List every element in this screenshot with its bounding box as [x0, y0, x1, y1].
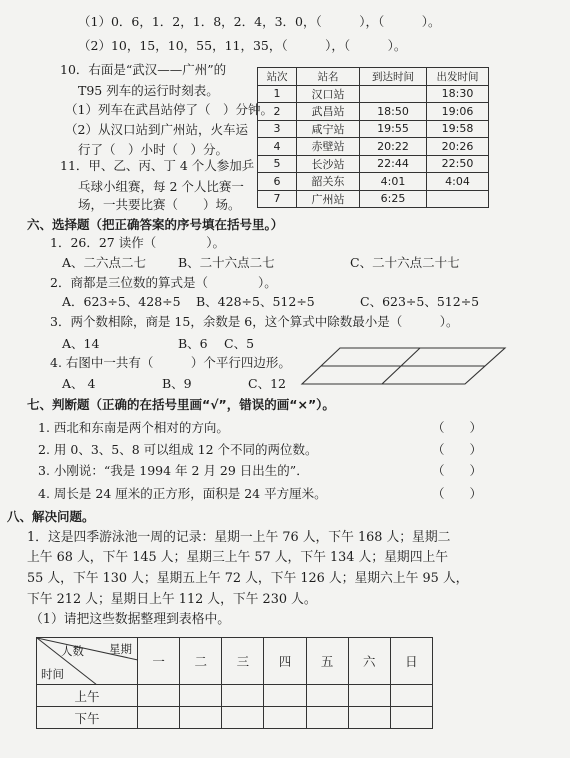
timetable-cell: 18:30 [427, 85, 489, 103]
s6-q4-option-b: B、9 [162, 376, 192, 391]
timetable-cell: 广州站 [297, 190, 360, 208]
record-input-cell[interactable] [138, 707, 180, 729]
record-input-cell[interactable] [138, 685, 180, 707]
timetable-cell: 韶关东 [297, 173, 360, 191]
q10-line1: 10．右面是“武汉——广州”的 [60, 62, 227, 77]
s6-q3-option-a: A、14 [62, 336, 100, 351]
timetable-cell: 18:50 [360, 103, 427, 121]
s7-q4-answer-paren[interactable]: （ ） [432, 486, 483, 501]
timetable-cell: 赤壁站 [297, 138, 360, 156]
sequence-question-2: （2）10，15，10，55，11，35，（ ），（ ）。 [78, 38, 407, 53]
record-day-header: 五 [306, 638, 348, 685]
timetable-cell: 长沙站 [297, 155, 360, 173]
s7-q1-answer-paren[interactable]: （ ） [432, 420, 483, 435]
record-row-morning [37, 685, 433, 707]
timetable-cell [427, 190, 489, 208]
record-day-header: 四 [264, 638, 306, 685]
timetable-row [258, 190, 489, 208]
corner-label-count: 人数 [61, 644, 84, 658]
timetable-cell: 4:04 [427, 173, 489, 191]
timetable-cell: 22:50 [427, 155, 489, 173]
s6-q2-option-b: B、428÷5、512÷5 [196, 294, 315, 309]
record-row-afternoon [37, 707, 433, 729]
timetable-header-cell: 站次 [258, 68, 297, 86]
record-input-cell[interactable] [264, 685, 306, 707]
s7-q2-answer-paren[interactable]: （ ） [432, 442, 483, 457]
record-day-header: 三 [222, 638, 264, 685]
timetable-cell: 19:58 [427, 120, 489, 138]
corner-label-weekday: 星期 [109, 642, 132, 656]
timetable-row [258, 103, 489, 121]
corner-label-time: 时间 [41, 667, 64, 681]
s6-q1-option-c: C、二十六点二十七 [350, 255, 460, 270]
s6-q3: 3．两个数相除，商是 15，余数是 6，这个算式中除数最小是（ ）。 [50, 314, 459, 329]
record-input-cell[interactable] [348, 707, 390, 729]
timetable-cell: 7 [258, 190, 297, 208]
s6-q1: 1．26．27 读作（ ）。 [50, 235, 225, 250]
timetable-cell: 4:01 [360, 173, 427, 191]
timetable-header-cell: 到达时间 [360, 68, 427, 86]
record-input-cell[interactable] [390, 707, 432, 729]
record-header-row [37, 638, 433, 685]
q10-line4: （2）从汉口站到广州站，火车运 [65, 122, 248, 137]
timetable-cell: 1 [258, 85, 297, 103]
s6-q2: 2．商都是三位数的算式是（ ）。 [50, 275, 277, 290]
record-day-header: 日 [390, 638, 432, 685]
s6-q4-option-c: C、12 [248, 376, 286, 391]
q10-line3: （1）列车在武昌站停了（ ）分钟。 [65, 102, 273, 117]
parallelogram-figure [300, 342, 510, 390]
q10-line5: 行了（ ）小时（ ）分。 [78, 142, 229, 157]
record-day-header: 一 [138, 638, 180, 685]
q11-line2: 乓球小组赛，每 2 个人比赛一 [78, 179, 244, 194]
s8-problem-line1: 1．这是四季游泳池一周的记录：星期一上午 76 人，下午 168 人；星期二 [27, 530, 451, 545]
record-corner-cell [37, 638, 138, 685]
timetable-header-cell: 站名 [297, 68, 360, 86]
s6-q3-option-b: B、6 [178, 336, 208, 351]
sequence-question-1: （1）0．6，1．2，1．8，2．4，3．0，（ ），（ ）。 [78, 14, 441, 29]
timetable-cell: 咸宁站 [297, 120, 360, 138]
timetable-cell: 6 [258, 173, 297, 191]
timetable-cell: 6:25 [360, 190, 427, 208]
timetable-row [258, 138, 489, 156]
record-input-cell[interactable] [306, 707, 348, 729]
s6-q4: 4. 右图中一共有（ ）个平行四边形。 [50, 355, 291, 370]
timetable-header-cell: 出发时间 [427, 68, 489, 86]
timetable-row [258, 173, 489, 191]
s7-q4: 4. 周长是 24 厘米的正方形，面积是 24 平方厘米。 [38, 486, 327, 501]
timetable-cell: 3 [258, 120, 297, 138]
record-row-label: 上午 [37, 685, 138, 707]
s8-problem-line4: 下午 212 人；星期日上午 112 人，下午 230 人。 [27, 592, 317, 607]
timetable-header [258, 68, 489, 86]
timetable-cell: 汉口站 [297, 85, 360, 103]
train-timetable [257, 67, 489, 208]
q10-line2: T95 列车的运行时刻表。 [78, 83, 219, 98]
s7-q3-answer-paren[interactable]: （ ） [432, 463, 483, 478]
timetable-cell: 22:44 [360, 155, 427, 173]
record-day-header: 二 [180, 638, 222, 685]
timetable-cell: 4 [258, 138, 297, 156]
s6-q4-option-a: A、 4 [62, 376, 96, 391]
s8-problem-line3: 55 人，下午 130 人；星期五上午 72 人，下午 126 人；星期六上午 95 人， [27, 571, 469, 586]
section6-title: 六、选择题（把正确答案的序号填在括号里。） [27, 217, 284, 232]
s8-sub-question: （1）请把这些数据整理到表格中。 [30, 612, 231, 627]
q11-line1: 11．甲、乙、丙、丁 4 个人参加乒 [60, 158, 255, 173]
timetable-cell: 19:55 [360, 120, 427, 138]
timetable-cell: 19:06 [427, 103, 489, 121]
timetable-cell: 20:26 [427, 138, 489, 156]
timetable-cell: 20:22 [360, 138, 427, 156]
record-input-cell[interactable] [222, 707, 264, 729]
s6-q2-option-a: A．623÷5、428÷5 [62, 294, 181, 309]
timetable-cell: 5 [258, 155, 297, 173]
s6-q3-option-c: C、5 [224, 336, 255, 351]
record-input-cell[interactable] [348, 685, 390, 707]
timetable-cell: 2 [258, 103, 297, 121]
swimming-record-table [36, 637, 433, 729]
s6-q2-option-c: C、623÷5、512÷5 [360, 294, 480, 309]
record-input-cell[interactable] [264, 707, 306, 729]
record-row-label: 下午 [37, 707, 138, 729]
record-input-cell[interactable] [306, 685, 348, 707]
section7-title: 七、判断题（正确的在括号里画“√”，错误的画“×”）。 [27, 397, 335, 412]
section8-title: 八、解决问题。 [7, 509, 95, 524]
timetable-row [258, 85, 489, 103]
s6-q1-option-b: B、二十六点二七 [178, 255, 275, 270]
timetable-row [258, 120, 489, 138]
q11-line3: 场，一共要比赛（ ）场。 [78, 197, 241, 212]
s7-q1: 1. 西北和东南是两个相对的方向。 [38, 420, 229, 435]
record-input-cell[interactable] [390, 685, 432, 707]
record-day-header: 六 [348, 638, 390, 685]
timetable-cell: 武昌站 [297, 103, 360, 121]
record-input-cell[interactable] [180, 707, 222, 729]
record-input-cell[interactable] [222, 685, 264, 707]
s7-q2: 2. 用 0、3、5、8 可以组成 12 个不同的两位数。 [38, 442, 318, 457]
s8-problem-line2: 上午 68 人，下午 145 人；星期三上午 57 人，下午 134 人；星期四上午 [27, 550, 449, 565]
s7-q3: 3. 小刚说：“我是 1994 年 2 月 29 日出生的”． [38, 463, 309, 478]
timetable-row [258, 155, 489, 173]
timetable-cell [360, 85, 427, 103]
s6-q1-option-a: A、二六点二七 [62, 255, 147, 270]
record-input-cell[interactable] [180, 685, 222, 707]
